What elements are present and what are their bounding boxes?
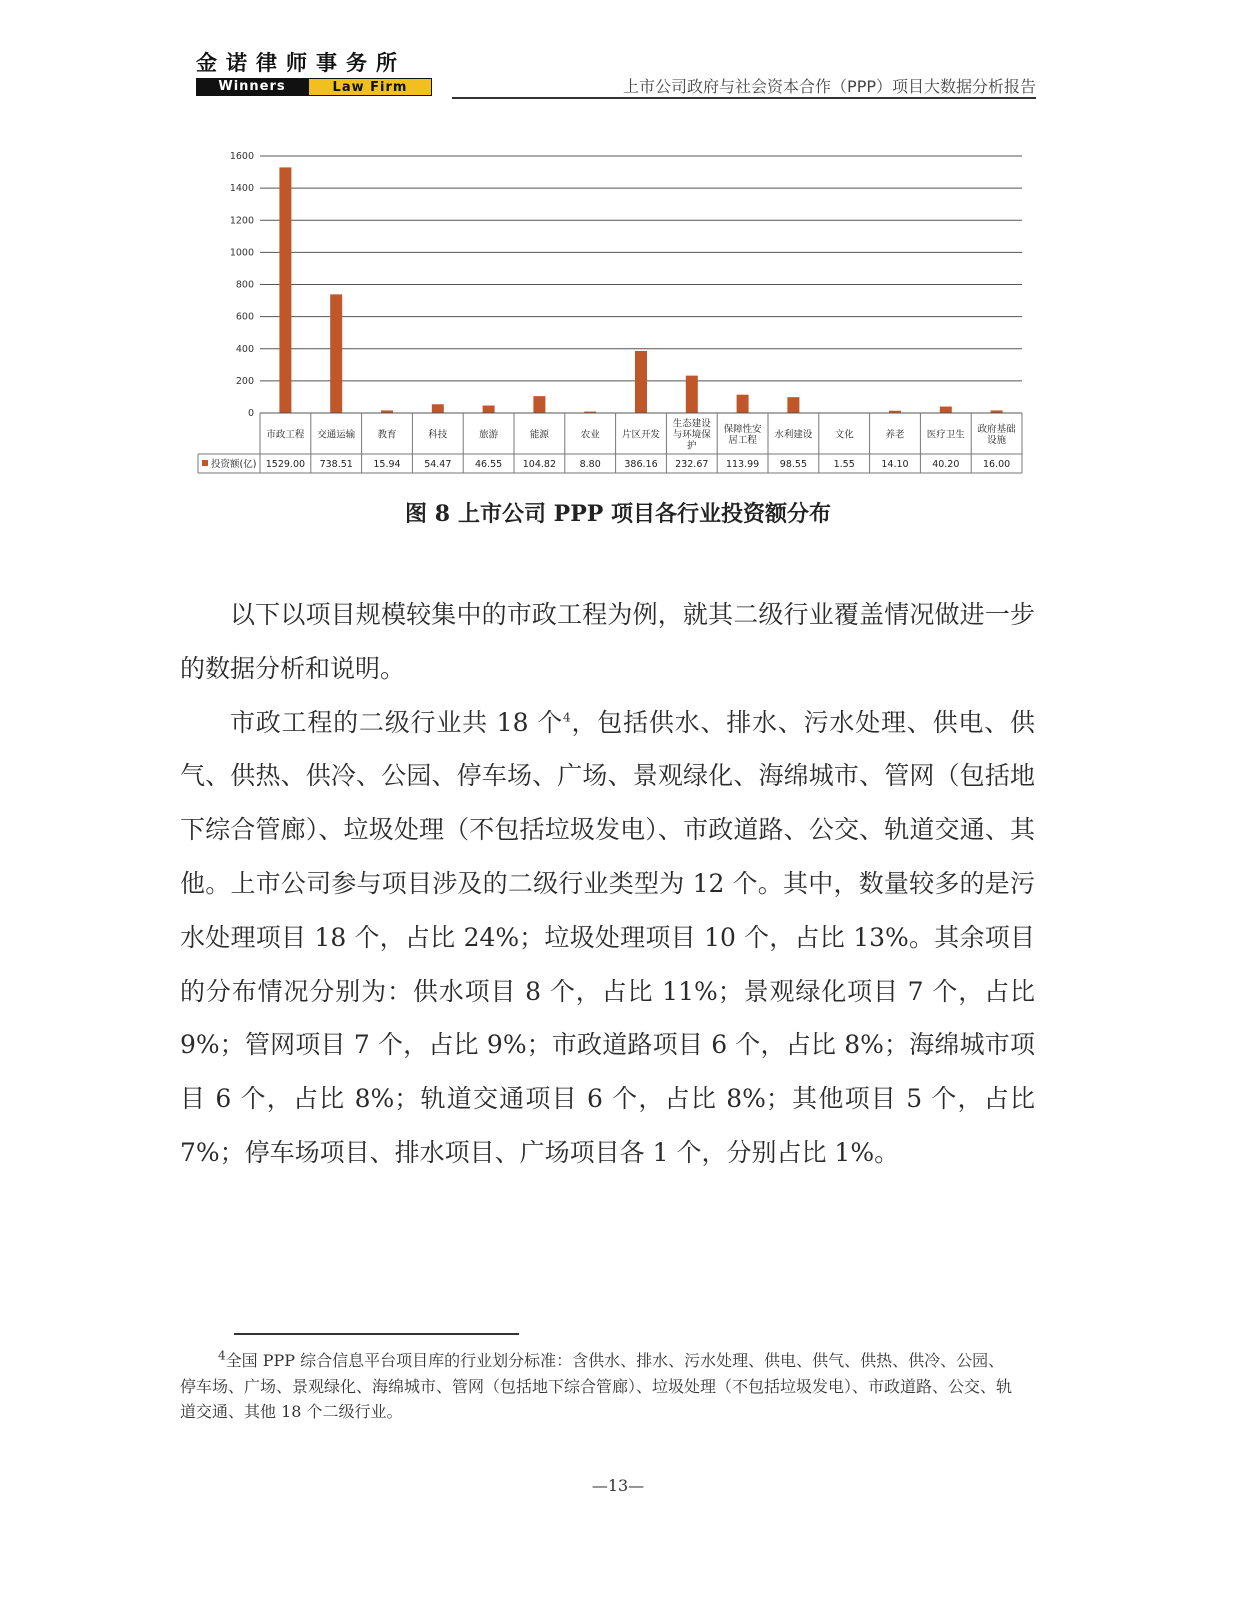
y-tick-label: 1000 [229, 247, 254, 259]
firm-logo [196, 50, 432, 96]
category-label: 文化 [834, 429, 854, 441]
data-label: 1529.00 [265, 459, 306, 470]
category-label: 生态建设与环境保护 [672, 418, 711, 452]
category-label: 市政工程 [266, 429, 305, 441]
category-label: 片区开发 [621, 429, 661, 441]
bar-5 [483, 406, 495, 413]
data-label: 1.55 [833, 459, 855, 470]
y-tick-label: 200 [235, 375, 254, 387]
category-label: 交通运输 [317, 429, 356, 441]
logo-chinese-name: 金诺律师事务所 [196, 51, 406, 75]
footnote-mark: 4 [218, 1348, 226, 1363]
y-tick-label: 400 [235, 343, 254, 355]
investment-bar-chart [190, 140, 1030, 480]
data-label: 46.55 [474, 459, 503, 470]
data-label: 232.67 [675, 459, 709, 470]
bar-10 [737, 395, 749, 413]
bar-2 [330, 294, 342, 413]
bar-11 [787, 397, 799, 413]
bar-4 [432, 404, 444, 413]
category-label: 医疗卫生 [926, 429, 965, 441]
y-tick-label: 0 [247, 408, 254, 419]
category-label: 保障性安居工程 [723, 424, 762, 446]
bar-1 [279, 167, 291, 413]
paragraph-2-start: 市政工程的二级行业共 18 个 [230, 707, 564, 737]
header-divider [452, 97, 1036, 99]
category-label: 政府基础设施 [977, 424, 1016, 446]
footnote-divider [234, 1333, 519, 1335]
figure-title: 上市公司 PPP 项目各行业投资额分布 [458, 501, 831, 527]
data-label: 8.80 [579, 459, 601, 470]
data-label: 40.20 [932, 459, 960, 470]
footnote-text: 全国 PPP 综合信息平台项目库的行业划分标准：含供水、排水、污水处理、供电、供气、供热、供冷、公园、停车场、广场、景观绿化、海绵城市、管网（包括地下综合管廊）、垃圾处理（不包括垃圾发电）、市政道路、公交、轨道交通、其他 18 个二级行业。 [180, 1351, 1013, 1421]
data-label: 14.10 [881, 459, 909, 470]
logo-english-law-firm: Law Firm [308, 78, 432, 96]
bar-6 [533, 396, 545, 413]
data-label: 738.51 [319, 459, 353, 470]
data-label: 54.47 [424, 459, 452, 470]
data-label: 113.99 [725, 459, 760, 470]
footnote [180, 1348, 1020, 1425]
paragraph-2 [180, 696, 1035, 1180]
y-tick-label: 1600 [229, 151, 254, 162]
paragraph-1: 以下以项目规模较集中的市政工程为例，就其二级行业覆盖情况做进一步的数据分析和说明。 [180, 600, 1035, 683]
bar-9 [686, 376, 698, 413]
data-label: 98.55 [779, 459, 808, 470]
y-tick-label: 600 [235, 311, 254, 323]
category-label: 教育 [377, 429, 397, 441]
bar-8 [635, 351, 647, 413]
figure-number: 图 8 [405, 501, 450, 527]
page-number: —13— [591, 1476, 645, 1495]
figure-caption [0, 497, 1236, 528]
paragraph-2-rest: ，包括供水、排水、污水处理、供电、供气、供热、供冷、公园、停车场、广场、景观绿化、海绵城市、管网（包括地下综合管廊）、垃圾处理（不包括垃圾发电）、市政道路、公交、轨道交通、其他。上市公司参与项目涉及的二级行业类型为 12 个。其中，数量较多的是污水处理项目 18 个，占比 24%；垃圾处理项目 10 个，占比 13%。其余项目的分布情况分别为：供水项目 8 个，占比 11%；景观绿化项目 7 个，占比 9%；管网项目 7 个，占比 9%；市政道路项目 6 个，占比 8%；海绵城市项目 6 个，占比 8%；轨道交通项目 6 个，占比 8%；其他项目 5 个，占比 7%；停车场项目、排水项目、广场项目各 1 个，分别占比 1%。 [180, 707, 1035, 1167]
data-label: 104.82 [522, 459, 557, 470]
y-tick-label: 1200 [229, 215, 254, 227]
body-text [180, 588, 1035, 1180]
legend-label: 投资额(亿) [211, 459, 257, 470]
report-title: 上市公司政府与社会资本合作（PPP）项目大数据分析报告 [623, 77, 1036, 96]
category-label: 水利建设 [774, 429, 813, 441]
data-label: 386.16 [624, 459, 658, 470]
legend-swatch [202, 460, 208, 466]
category-label: 能源 [529, 429, 549, 441]
bar-14 [940, 407, 952, 413]
data-label: 15.94 [373, 459, 401, 470]
y-tick-label: 1400 [229, 183, 254, 195]
footnote-ref[interactable]: 4 [563, 710, 571, 725]
y-tick-label: 800 [235, 279, 254, 291]
category-label: 养老 [885, 429, 905, 441]
logo-english-winners: Winners [196, 78, 308, 96]
category-label: 农业 [580, 429, 600, 441]
category-label: 旅游 [479, 429, 499, 441]
category-label: 科技 [428, 429, 448, 441]
logo-english-bar [196, 78, 432, 96]
data-label: 16.00 [982, 459, 1011, 470]
